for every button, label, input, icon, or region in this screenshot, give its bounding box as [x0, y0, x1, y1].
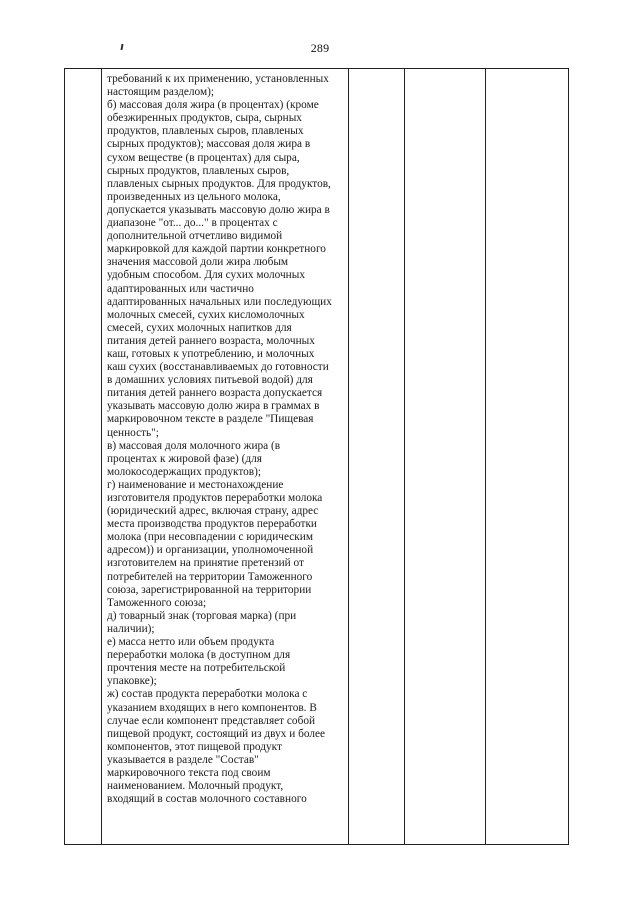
table-row	[65, 69, 569, 845]
cell-5-text	[486, 69, 568, 73]
table-cell-empty-1	[349, 69, 405, 845]
table-cell-empty-2	[405, 69, 486, 845]
cell-4-text	[405, 69, 485, 73]
requirements-text: требований к их применению, установленных настоящим разделом); б) массовая доля жира (в процентах) (кроме обезжиренных продуктов, сыра, сырных продуктов, плавленых сыров, плавленых сырных продуктов); массовая доля жира в сухом веществе (в процентах) для сыра, сырных продуктов, плавленых сыров, плавленых сырных продуктов. Для продуктов, произведенных из цельного молока, допускается указывать массовую долю жира в диапазоне "от... до..." в процентах с дополнительной отчетливо видимой маркировкой для каждой партии конкретного значения массовой доли жира любым удобным способом. Для сухих молочных адаптированных или частично адаптированных начальных или последующих молочных смесей, сухих кисломолочных смесей, сухих молочных напитков для питания детей раннего возраста, молочных каш, готовых к употреблению, и молочных каш сухих (восстанавливаемых до готовности в домашних условиях питьевой водой) для питания детей раннего возраста допускается указывать массовую долю жира в граммах в маркировочном тексте в разделе "Пищевая ценность"; в) массовая доля молочного жира (в процентах к жировой фазе) (для молокосодержащих продуктов); г) наименование и местонахождение изготовителя продуктов переработки молока (юридический адрес, включая страну, адрес места производства продуктов переработки молока (при несовпадении с юридическим адресом)) и организации, уполномоченной изготовителем на принятие претензий от потребителей на территории Таможенного союза, зарегистрированной на территории Таможенного союза; д) товарный знак (торговая марка) (при наличии); е) масса нетто или объем продукта переработки молока (в доступном для прочтения месте на потребительской упаковке); ж) состав продукта переработки молока с указанием входящих в него компонентов. В случае если компонент представляет собой пищевой продукт, состоящий из двух и более компонентов, этот пищевой продукт указывается в разделе "Состав" маркировочного текста под своим наименованием. Молочный продукт, входящий в состав молочного составного	[107, 73, 332, 806]
table-cell-empty-3	[486, 69, 569, 845]
cell-3-text	[349, 69, 404, 73]
document-table	[64, 68, 569, 845]
cell-number-text	[65, 69, 101, 73]
table-cell-requirements	[102, 69, 349, 845]
page-number: 289	[310, 41, 330, 55]
table-cell-number	[65, 69, 102, 845]
